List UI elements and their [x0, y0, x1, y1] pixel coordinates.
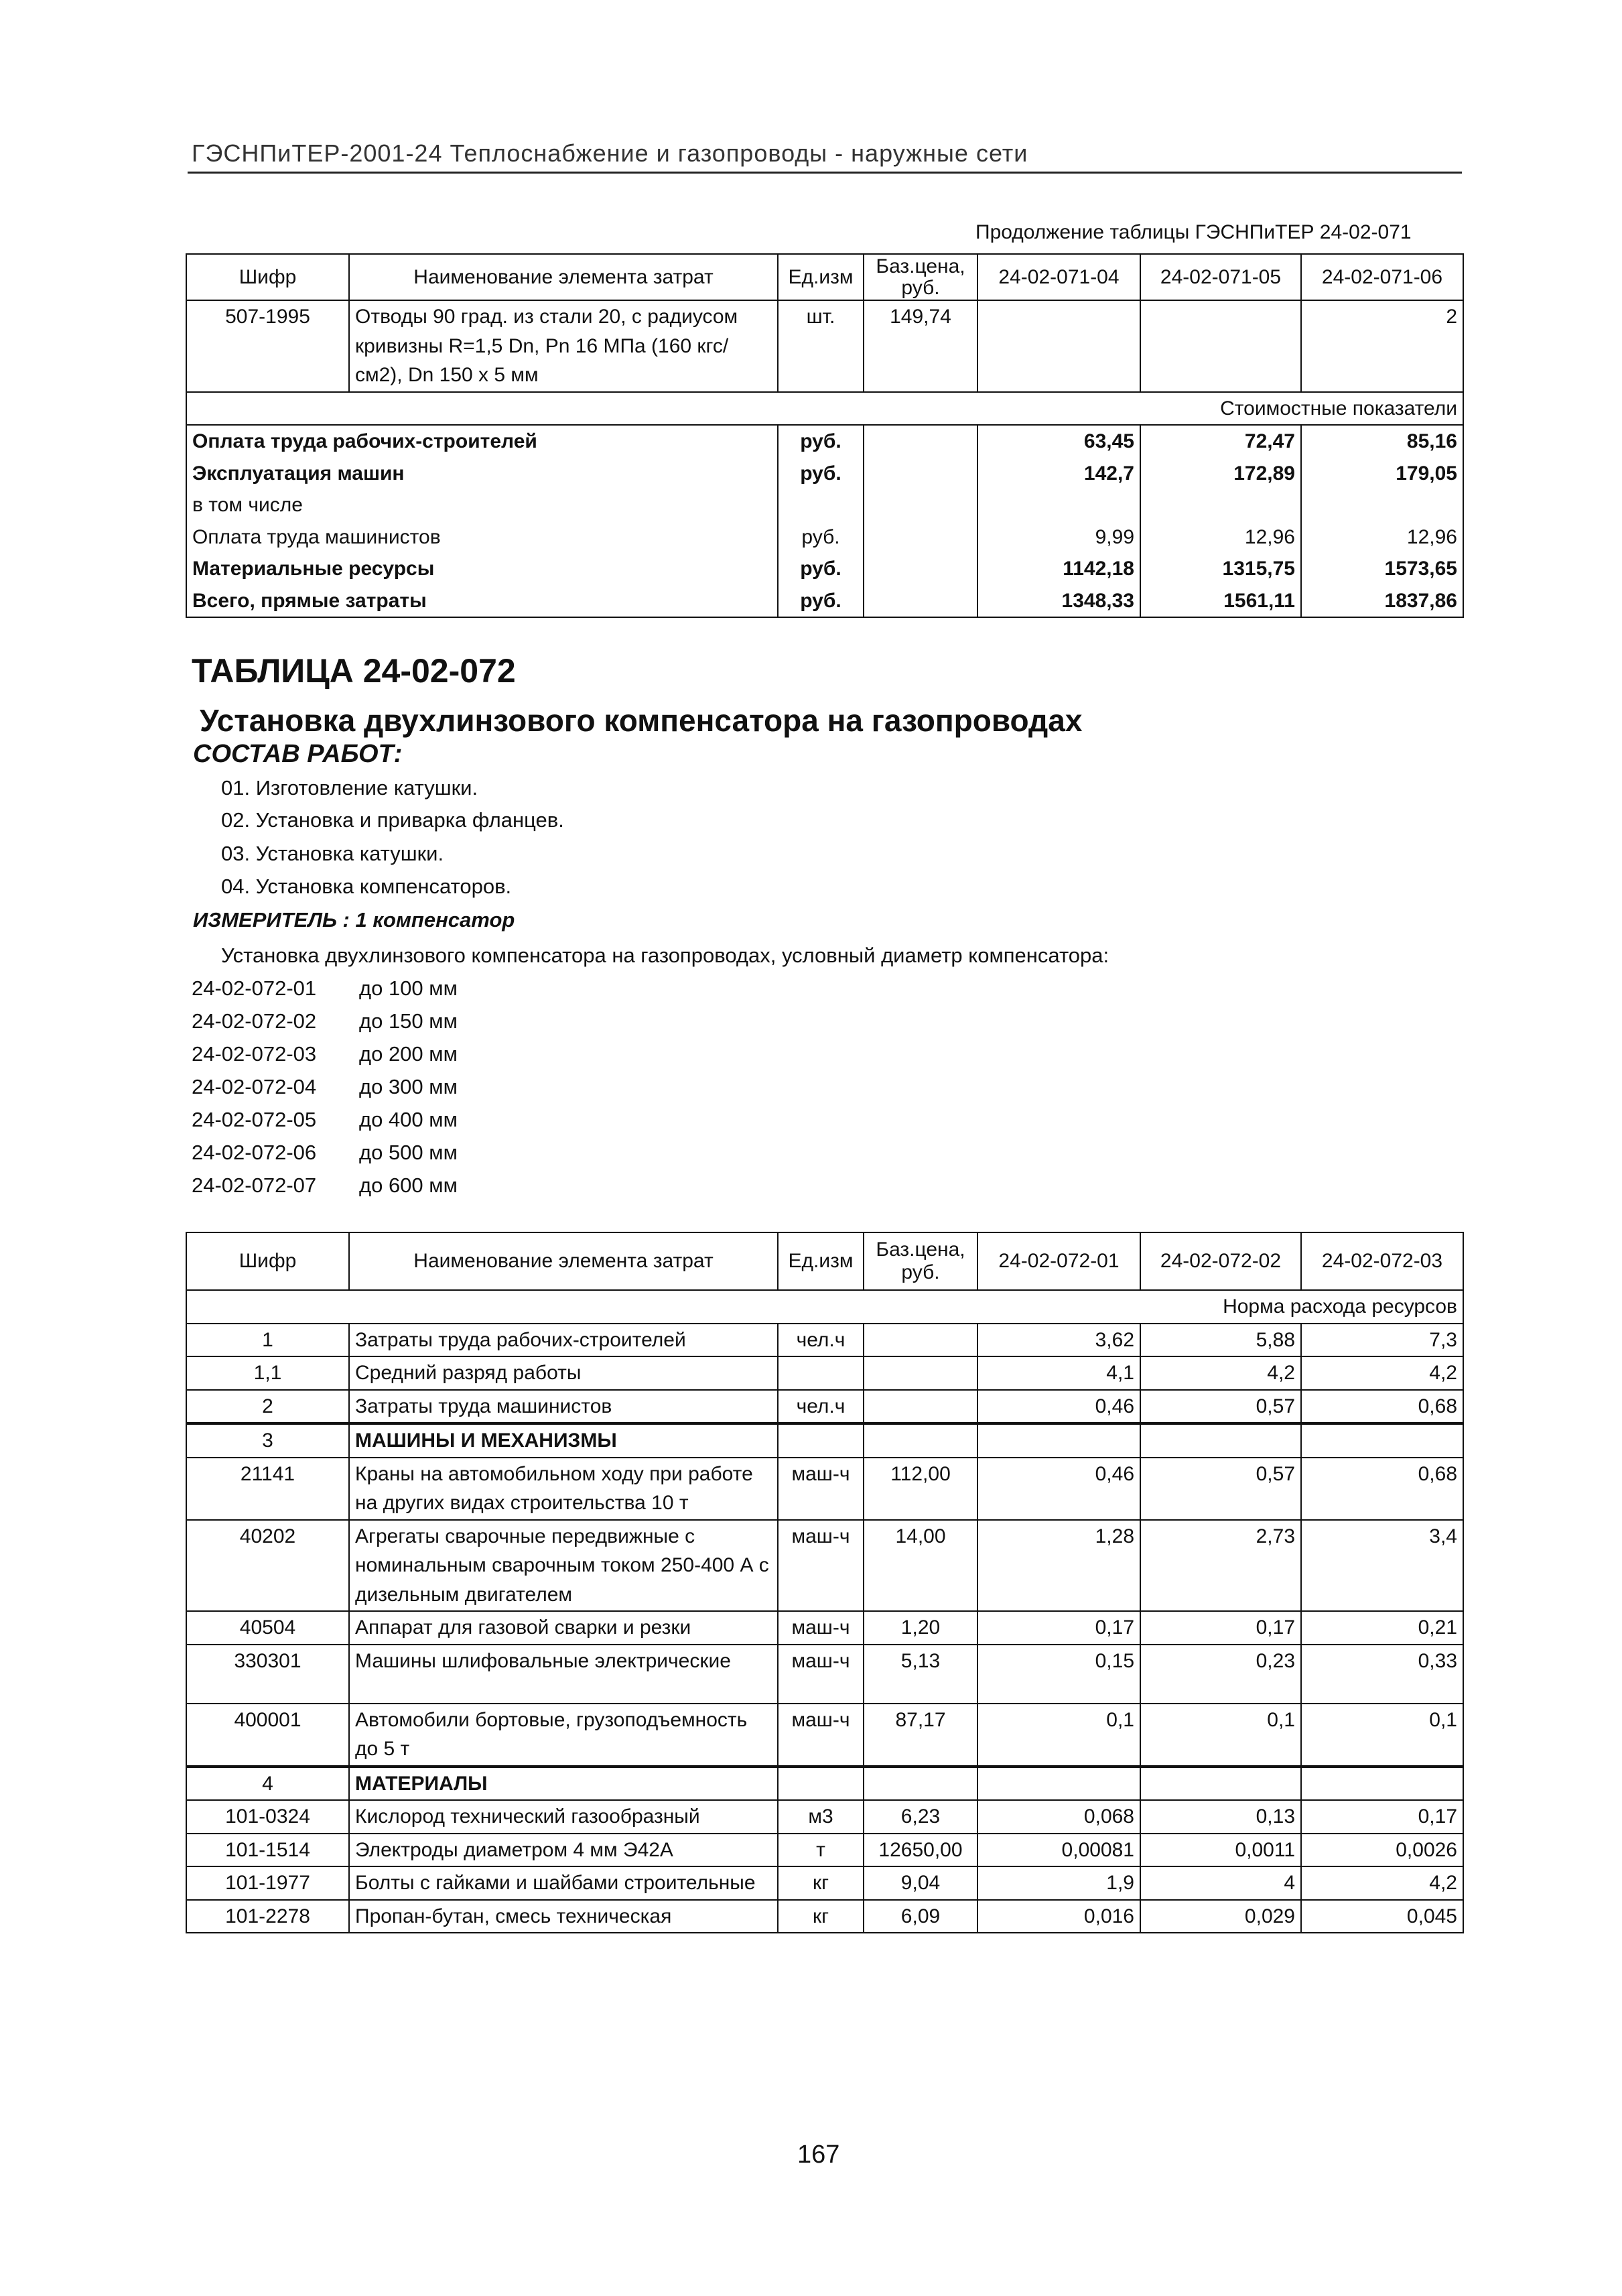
cost-row [186, 489, 1463, 521]
cell-value: 1,28 [977, 1520, 1140, 1612]
description-line: Установка двухлинзового компенсатора на газопроводах, условный диаметр компенсатора: [221, 944, 1109, 967]
cell-name: Всего, прямые затраты [186, 585, 778, 618]
price-size: до 150 мм [359, 1009, 458, 1033]
cell-value: 0,17 [1140, 1611, 1301, 1645]
cell-value: 7,3 [1301, 1324, 1463, 1357]
price-size: до 400 мм [359, 1108, 458, 1131]
work-item: 03. Установка катушки. [221, 842, 444, 865]
col-header: 24-02-072-01 [977, 1232, 1140, 1290]
cell-name: Средний разряд работы [349, 1356, 778, 1390]
col-header: Баз.цена, руб. [864, 254, 977, 300]
cell-value [1301, 489, 1463, 521]
cell-code: 3 [186, 1423, 349, 1458]
cell-value: 4 [1140, 1866, 1301, 1900]
table-title: ТАБЛИЦА 24-02-072 [192, 652, 516, 690]
price-size: до 100 мм [359, 976, 458, 1000]
cell-name: Эксплуатация машин [186, 458, 778, 490]
col-header: Ед.изм [778, 254, 864, 300]
cell-value: 179,05 [1301, 458, 1463, 490]
cell-price: 5,13 [864, 1645, 977, 1704]
cell-value: 1142,18 [977, 553, 1140, 585]
cell-value: 2 [1301, 300, 1463, 392]
cell-unit [778, 489, 864, 521]
cell-value: 0,00081 [977, 1834, 1140, 1867]
cell-price [864, 1767, 977, 1801]
col-header: Ед.изм [778, 1232, 864, 1290]
table-header-row [186, 1232, 1463, 1290]
cell-code: 1,1 [186, 1356, 349, 1390]
table-row [186, 1866, 1463, 1900]
cell-value: 3,62 [977, 1324, 1140, 1357]
cell-value: 0,57 [1140, 1390, 1301, 1424]
col-header: 24-02-071-04 [977, 254, 1140, 300]
continuation-table [186, 253, 1464, 618]
cell-code: 2 [186, 1390, 349, 1424]
cell-value [977, 1423, 1140, 1458]
cell-price: 6,09 [864, 1900, 977, 1933]
table-row [186, 1390, 1463, 1424]
cell-value: 85,16 [1301, 425, 1463, 458]
col-header: 24-02-072-03 [1301, 1232, 1463, 1290]
cell-name: Затраты труда рабочих-строителей [349, 1324, 778, 1357]
price-size: до 300 мм [359, 1075, 458, 1098]
cell-value: 9,99 [977, 521, 1140, 554]
cell-value: 0,68 [1301, 1458, 1463, 1520]
cell-unit: чел.ч [778, 1390, 864, 1424]
cost-row [186, 458, 1463, 490]
cell-value: 172,89 [1140, 458, 1301, 490]
cell-value [1140, 1767, 1301, 1801]
cell-value: 0,15 [977, 1645, 1140, 1704]
table-subtitle: Установка двухлинзового компенсатора на газопроводах [200, 703, 1083, 738]
cell-unit [778, 1767, 864, 1801]
cell-code: 101-0324 [186, 1800, 349, 1834]
section-label-row [186, 392, 1463, 426]
running-header: ГЭСНПиТЕР-2001-24 Теплоснабжение и газопроводы - наружные сети [192, 139, 1028, 167]
unit-line: ИЗМЕРИТЕЛЬ : 1 компенсатор [193, 908, 515, 932]
cell-price: 87,17 [864, 1704, 977, 1767]
cell-value: 12,96 [1301, 521, 1463, 554]
cell-name: Краны на автомобильном ходу при работе на других видах строительства 10 т [349, 1458, 778, 1520]
cell-code: 400001 [186, 1704, 349, 1767]
cell-unit: чел.ч [778, 1324, 864, 1357]
price-size: до 200 мм [359, 1042, 458, 1066]
cell-code: 4 [186, 1767, 349, 1801]
cell-value [977, 489, 1140, 521]
work-item: 02. Установка и приварка фланцев. [221, 808, 564, 832]
cell-value [1301, 1767, 1463, 1801]
cell-code: 21141 [186, 1458, 349, 1520]
cell-unit: руб. [778, 521, 864, 554]
table-header-row [186, 254, 1463, 300]
cell-name: Болты с гайками и шайбами строительные [349, 1866, 778, 1900]
cell-unit: руб. [778, 585, 864, 618]
cell-price: 9,04 [864, 1866, 977, 1900]
cell-name: Машины шлифовальные электрические [349, 1645, 778, 1704]
cell-value: 2,73 [1140, 1520, 1301, 1612]
section-label: Стоимостные показатели [186, 392, 1463, 426]
cell-name: Оплата труда машинистов [186, 521, 778, 554]
cell-code: 101-1514 [186, 1834, 349, 1867]
cell-value: 142,7 [977, 458, 1140, 490]
cell-price: 14,00 [864, 1520, 977, 1612]
cell-name: Аппарат для газовой сварки и резки [349, 1611, 778, 1645]
cell-code: 101-1977 [186, 1866, 349, 1900]
cell-value: 4,2 [1301, 1356, 1463, 1390]
section-row [186, 1423, 1463, 1458]
work-heading: СОСТАВ РАБОТ: [193, 740, 403, 768]
cell-value: 1348,33 [977, 585, 1140, 618]
table-row [186, 1520, 1463, 1612]
cell-price: 6,23 [864, 1800, 977, 1834]
cell-value [1140, 1423, 1301, 1458]
cell-code: 1 [186, 1324, 349, 1357]
cost-row [186, 553, 1463, 585]
table-row [186, 1356, 1463, 1390]
price-code: 24-02-072-04 [192, 1075, 317, 1098]
cell-unit: м3 [778, 1800, 864, 1834]
cell-value: 0,045 [1301, 1900, 1463, 1933]
cell-value: 0,1 [977, 1704, 1140, 1767]
cell-value: 4,2 [1301, 1866, 1463, 1900]
cell-value: 0,33 [1301, 1645, 1463, 1704]
cell-unit: руб. [778, 425, 864, 458]
cell-price [864, 1423, 977, 1458]
cell-value: 0,016 [977, 1900, 1140, 1933]
header-rule [188, 172, 1462, 174]
cell-value: 0,23 [1140, 1645, 1301, 1704]
table-row [186, 300, 1463, 392]
cell-price [864, 521, 977, 554]
table-row [186, 1704, 1463, 1767]
cell-value: 1837,86 [1301, 585, 1463, 618]
price-code: 24-02-072-01 [192, 976, 317, 1000]
col-header: Баз.цена, руб. [864, 1232, 977, 1290]
cell-unit [778, 1423, 864, 1458]
cell-value: 0,57 [1140, 1458, 1301, 1520]
price-code: 24-02-072-07 [192, 1173, 317, 1197]
section-row [186, 1767, 1463, 1801]
work-item: 01. Изготовление катушки. [221, 776, 478, 800]
cell-value [977, 300, 1140, 392]
col-header: 24-02-072-02 [1140, 1232, 1301, 1290]
cell-unit: маш-ч [778, 1458, 864, 1520]
price-size: до 500 мм [359, 1141, 458, 1164]
cell-value [1301, 1423, 1463, 1458]
cell-value: 0,21 [1301, 1611, 1463, 1645]
cell-value: 0,1 [1140, 1704, 1301, 1767]
table-row [186, 1645, 1463, 1704]
col-header: Наименование элемента затрат [349, 254, 778, 300]
cell-name: Электроды диаметром 4 мм Э42А [349, 1834, 778, 1867]
cell-value: 1573,65 [1301, 553, 1463, 585]
cell-price [864, 1390, 977, 1424]
cell-unit [778, 1356, 864, 1390]
cell-unit: кг [778, 1866, 864, 1900]
cost-row [186, 425, 1463, 458]
cell-name: Материальные ресурсы [186, 553, 778, 585]
price-code: 24-02-072-03 [192, 1042, 317, 1066]
cell-unit: маш-ч [778, 1611, 864, 1645]
cell-unit: шт. [778, 300, 864, 392]
cell-value: 0,0011 [1140, 1834, 1301, 1867]
cell-price: 1,20 [864, 1611, 977, 1645]
cell-value [977, 1767, 1140, 1801]
cell-price: 112,00 [864, 1458, 977, 1520]
cell-price: 149,74 [864, 300, 977, 392]
work-item: 04. Установка компенсаторов. [221, 875, 512, 898]
cost-row [186, 585, 1463, 618]
cell-code: 507-1995 [186, 300, 349, 392]
col-header: Наименование элемента затрат [349, 1232, 778, 1290]
cell-price [864, 1356, 977, 1390]
cell-value: 0,0026 [1301, 1834, 1463, 1867]
table-row [186, 1458, 1463, 1520]
cell-value: 0,17 [1301, 1800, 1463, 1834]
cell-unit: руб. [778, 458, 864, 490]
price-size: до 600 мм [359, 1173, 458, 1197]
cell-price: 12650,00 [864, 1834, 977, 1867]
cell-value [1140, 300, 1301, 392]
cell-name: Автомобили бортовые, грузоподъемность до 5 т [349, 1704, 778, 1767]
cell-value: 1315,75 [1140, 553, 1301, 585]
section-label-row [186, 1290, 1463, 1324]
cell-name: Оплата труда рабочих-строителей [186, 425, 778, 458]
cell-value: 0,68 [1301, 1390, 1463, 1424]
cell-price [864, 585, 977, 618]
col-header: Шифр [186, 254, 349, 300]
cell-value [1140, 489, 1301, 521]
cell-value: 0,46 [977, 1390, 1140, 1424]
col-header: Шифр [186, 1232, 349, 1290]
cell-value: 72,47 [1140, 425, 1301, 458]
cell-unit: маш-ч [778, 1704, 864, 1767]
cell-price [864, 553, 977, 585]
cell-value: 1,9 [977, 1866, 1140, 1900]
cell-value: 4,2 [1140, 1356, 1301, 1390]
cell-name: Кислород технический газообразный [349, 1800, 778, 1834]
cell-value: 0,13 [1140, 1800, 1301, 1834]
cell-code: 40202 [186, 1520, 349, 1612]
table-row [186, 1834, 1463, 1867]
cell-unit: кг [778, 1900, 864, 1933]
cell-value: 12,96 [1140, 521, 1301, 554]
cell-value: 63,45 [977, 425, 1140, 458]
cell-name: Затраты труда машинистов [349, 1390, 778, 1424]
cell-value: 0,46 [977, 1458, 1140, 1520]
cell-value: 0,17 [977, 1611, 1140, 1645]
table-row [186, 1900, 1463, 1933]
cell-name: Отводы 90 град. из стали 20, с радиусом кривизны R=1,5 Dn, Pn 16 МПа (160 кгс/см2), Dn 150 х 5 мм [349, 300, 778, 392]
col-header: 24-02-071-05 [1140, 254, 1301, 300]
cell-value: 5,88 [1140, 1324, 1301, 1357]
cell-value: 0,068 [977, 1800, 1140, 1834]
cell-value: 0,1 [1301, 1704, 1463, 1767]
cell-value: 3,4 [1301, 1520, 1463, 1612]
cell-code: 40504 [186, 1611, 349, 1645]
cell-value: 4,1 [977, 1356, 1140, 1390]
cost-row [186, 521, 1463, 554]
cell-unit: маш-ч [778, 1520, 864, 1612]
cell-price [864, 425, 977, 458]
page-number: 167 [797, 2141, 840, 2169]
continuation-caption: Продолжение таблицы ГЭСНПиТЕР 24-02-071 [975, 221, 1412, 243]
cell-price [864, 1324, 977, 1357]
resource-norms-table [186, 1232, 1464, 1933]
table-row [186, 1800, 1463, 1834]
cell-unit: руб. [778, 553, 864, 585]
cell-code: 330301 [186, 1645, 349, 1704]
cell-unit: т [778, 1834, 864, 1867]
cell-name: Агрегаты сварочные передвижные с номинальным сварочным током 250-400 А с дизельным двигателем [349, 1520, 778, 1612]
cell-name: МАТЕРИАЛЫ [349, 1767, 778, 1801]
cell-name: в том числе [186, 489, 778, 521]
cell-unit: маш-ч [778, 1645, 864, 1704]
cell-name: Пропан-бутан, смесь техническая [349, 1900, 778, 1933]
col-header: 24-02-071-06 [1301, 254, 1463, 300]
cell-value: 1561,11 [1140, 585, 1301, 618]
price-code: 24-02-072-06 [192, 1141, 317, 1164]
price-code: 24-02-072-05 [192, 1108, 317, 1131]
table-row [186, 1611, 1463, 1645]
cell-name: МАШИНЫ И МЕХАНИЗМЫ [349, 1423, 778, 1458]
price-code: 24-02-072-02 [192, 1009, 317, 1033]
section-label: Норма расхода ресурсов [186, 1290, 1463, 1324]
cell-value: 0,029 [1140, 1900, 1301, 1933]
cell-price [864, 458, 977, 490]
cell-code: 101-2278 [186, 1900, 349, 1933]
cell-price [864, 489, 977, 521]
table-row [186, 1324, 1463, 1357]
